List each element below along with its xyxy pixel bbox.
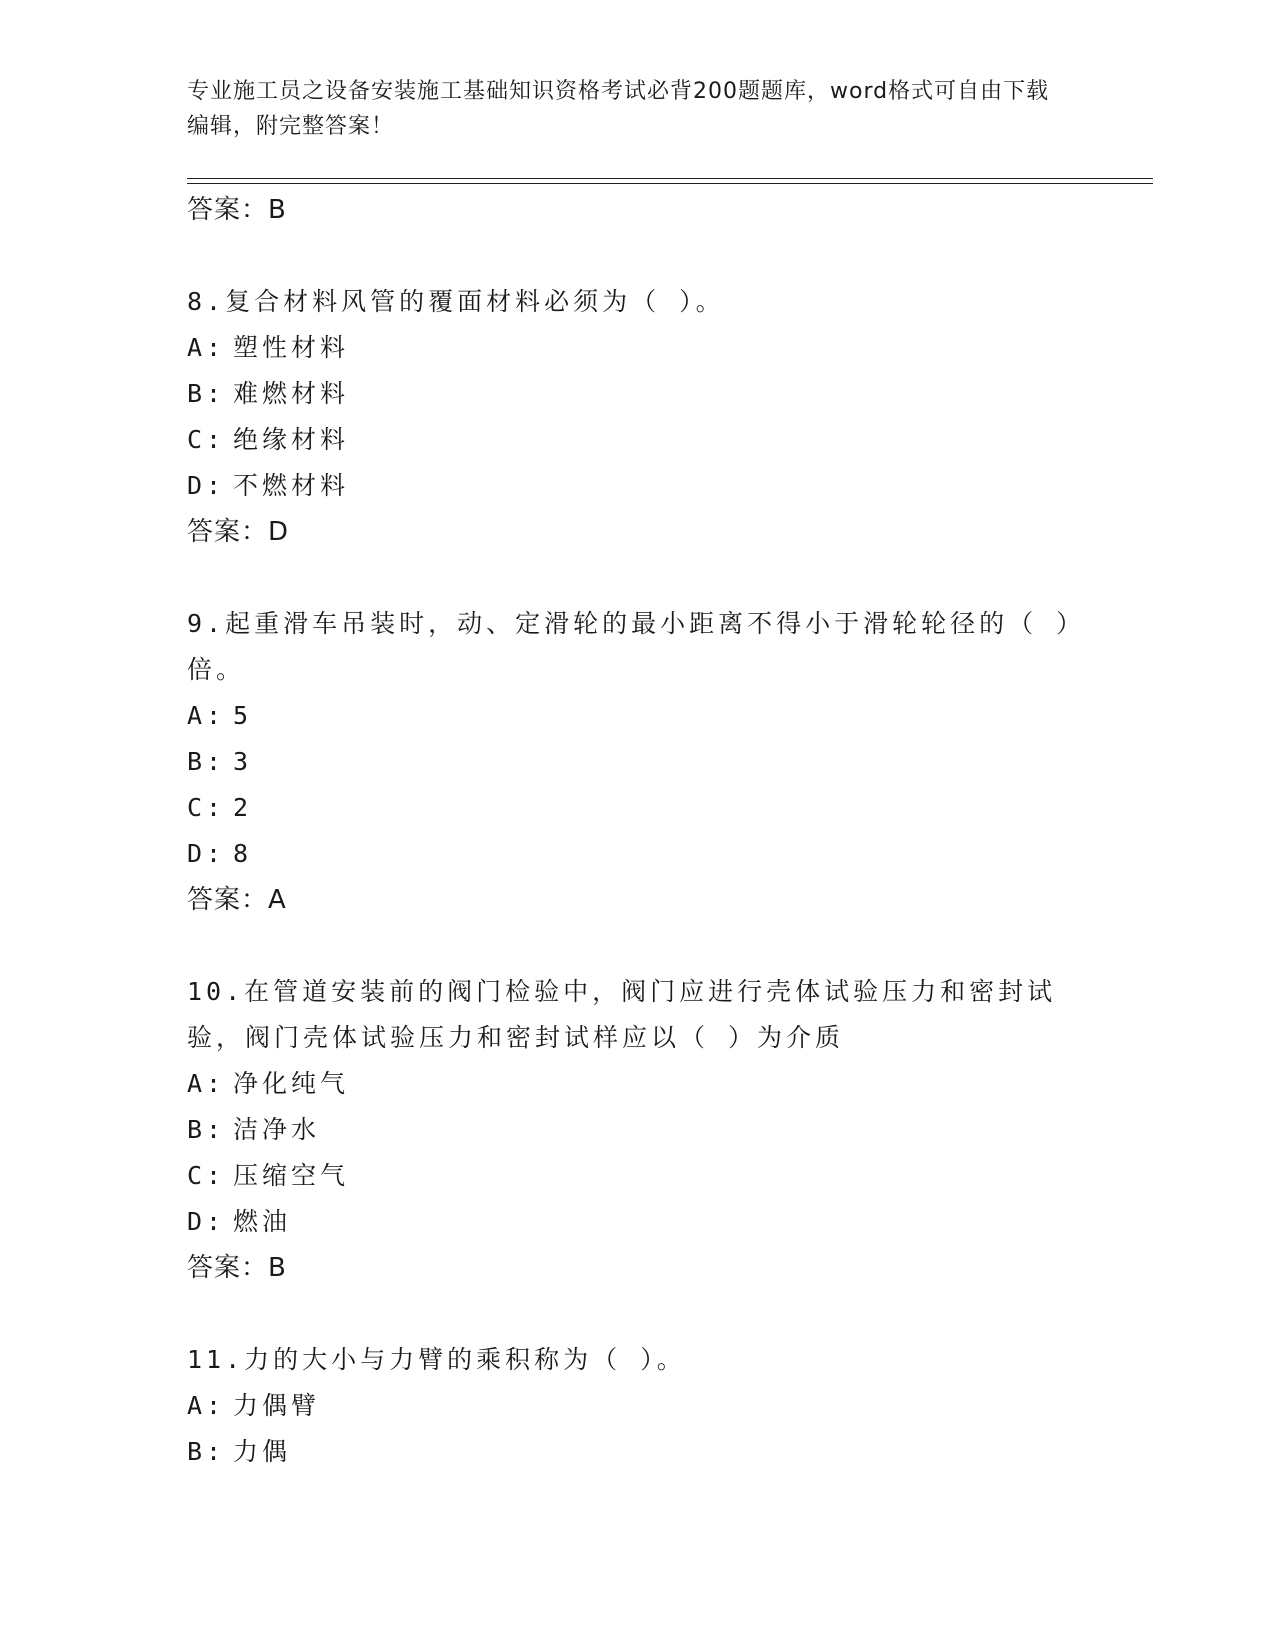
option-text: 绝缘材料 (233, 425, 350, 454)
question-text: 8.复合材料风管的覆面材料必须为（ ）。 (187, 287, 725, 316)
option-letter: B: (187, 1115, 226, 1144)
question-item (187, 601, 1087, 923)
answer-line: 答案：B (187, 195, 287, 225)
option-d (187, 831, 1087, 877)
option-letter: B: (187, 379, 226, 408)
answer-line: 答案：D (187, 517, 290, 547)
option-text: 力偶 (233, 1437, 292, 1466)
option-a (187, 693, 1087, 739)
option-text: 5 (233, 701, 253, 730)
option-b (187, 739, 1087, 785)
option-letter: B: (187, 747, 226, 776)
option-letter: C: (187, 425, 226, 454)
question-item (187, 279, 1087, 555)
option-d (187, 1199, 1087, 1245)
option-letter: A: (187, 1391, 226, 1420)
option-letter: A: (187, 701, 226, 730)
question-text: 9.起重滑车吊装时，动、定滑轮的最小距离不得小于滑轮轮径的（ ）倍。 (187, 609, 1086, 684)
option-text: 难燃材料 (233, 379, 350, 408)
option-letter: C: (187, 793, 226, 822)
option-text: 力偶臂 (233, 1391, 321, 1420)
option-text: 净化纯气 (233, 1069, 350, 1098)
option-c (187, 1153, 1087, 1199)
option-letter: C: (187, 1161, 226, 1190)
option-a (187, 1061, 1087, 1107)
option-letter: B: (187, 1437, 226, 1466)
option-text: 塑性材料 (233, 333, 350, 362)
answer-line: 答案：B (187, 1253, 287, 1283)
question-text: 11.力的大小与力臂的乘积称为（ ）。 (187, 1345, 686, 1374)
option-c (187, 417, 1087, 463)
option-d (187, 463, 1087, 509)
header-rule-bottom (187, 183, 1153, 184)
option-text: 8 (233, 839, 253, 868)
document-body (187, 187, 1087, 1475)
option-c (187, 785, 1087, 831)
option-letter: D: (187, 471, 226, 500)
option-b (187, 371, 1087, 417)
option-text: 压缩空气 (233, 1161, 350, 1190)
option-a (187, 325, 1087, 371)
answer-line: 答案：A (187, 885, 287, 915)
option-text: 3 (233, 747, 253, 776)
question-item (187, 969, 1087, 1291)
header-rule-top (187, 178, 1153, 179)
option-text: 燃油 (233, 1207, 292, 1236)
question-text: 10.在管道安装前的阀门检验中，阀门应进行壳体试验压力和密封试验，阀门壳体试验压力和密封试样应以（ ）为介质 (187, 977, 1057, 1052)
question-item (187, 1337, 1087, 1475)
option-letter: D: (187, 1207, 226, 1236)
option-text: 洁净水 (233, 1115, 321, 1144)
option-letter: A: (187, 333, 226, 362)
option-text: 2 (233, 793, 253, 822)
option-letter: A: (187, 1069, 226, 1098)
document-header: 专业施工员之设备安装施工基础知识资格考试必背200题题库，word格式可自由下载编辑，附完整答案！ (187, 79, 1050, 139)
option-b (187, 1107, 1087, 1153)
option-text: 不燃材料 (233, 471, 350, 500)
option-b (187, 1429, 1087, 1475)
option-letter: D: (187, 839, 226, 868)
option-a (187, 1383, 1087, 1429)
